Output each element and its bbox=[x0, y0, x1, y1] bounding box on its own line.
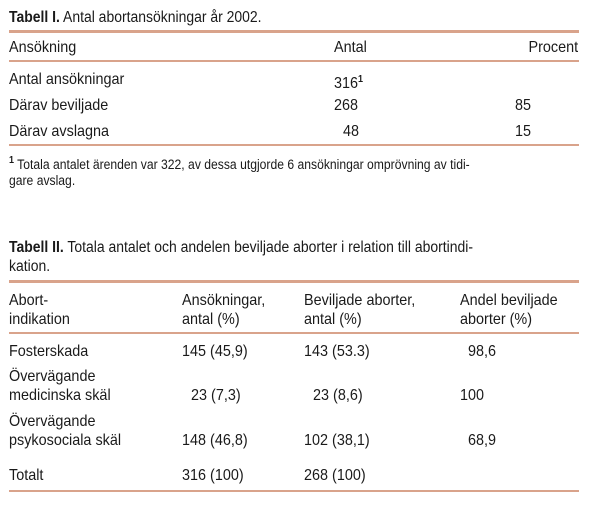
table2-row-ansokningar: 316 (100) bbox=[182, 467, 244, 484]
table2-row-beviljade: 268 (100) bbox=[304, 467, 366, 484]
table2-top-rule bbox=[9, 280, 579, 283]
table2-header-ansokningar-1: Ansökningar, bbox=[182, 292, 266, 309]
table2-row-label: Totalt bbox=[9, 467, 44, 484]
table1-header-procent: Procent bbox=[528, 39, 578, 56]
table1-row-label: Därav beviljade bbox=[9, 97, 109, 114]
table2-header-ansokningar-2: antal (%) bbox=[182, 311, 240, 328]
footnote-marker: 1 bbox=[358, 74, 364, 85]
table1-row-antal: 268 bbox=[334, 97, 359, 114]
table1-footnote bbox=[9, 152, 470, 174]
footnote-marker: 1 bbox=[9, 155, 15, 166]
table2-title-text: Totala antalet och andelen beviljade aborter i relation till abortindi- bbox=[63, 239, 473, 256]
table1-top-rule bbox=[9, 30, 579, 33]
table1-footnote-line2: gare avslag. bbox=[9, 173, 76, 188]
table1-header-rule bbox=[9, 60, 579, 62]
table2-header-indikation-1: Abort- bbox=[9, 292, 49, 309]
table1-bottom-rule bbox=[9, 144, 579, 146]
table2-row-andel: 98,6 bbox=[468, 343, 497, 360]
table2-title bbox=[9, 238, 473, 257]
table1-row-procent: 15 bbox=[515, 123, 532, 140]
table2-header-rule bbox=[9, 332, 579, 334]
table1-footnote-line1: Totala antalet ärenden var 322, av dessa utgjorde 6 ansökningar omprövning av tidi- bbox=[14, 157, 470, 172]
table2-row-label: Övervägande bbox=[9, 413, 96, 430]
table1-row-procent: 85 bbox=[515, 97, 532, 114]
table2-title-line2: kation. bbox=[9, 258, 51, 275]
table2-row-beviljade: 23 (8,6) bbox=[313, 387, 363, 404]
table1-header-ansokning: Ansökning bbox=[9, 39, 77, 56]
table2-row-label: Fosterskada bbox=[9, 343, 89, 360]
table1-row-label: Därav avslagna bbox=[9, 123, 110, 140]
table2-row-label: Övervägande bbox=[9, 368, 96, 385]
table2-row-andel: 68,9 bbox=[468, 432, 497, 449]
table1-title-bold: Tabell I. bbox=[9, 9, 60, 26]
table2-header-beviljade-2: antal (%) bbox=[304, 311, 362, 328]
table1-title bbox=[9, 8, 262, 27]
table1-row-antal-value: 316 bbox=[334, 75, 359, 92]
table2-title-bold: Tabell II. bbox=[9, 239, 64, 256]
table2-bottom-rule bbox=[9, 490, 579, 492]
table1-row-antal bbox=[334, 70, 363, 93]
table2-row-beviljade: 102 (38,1) bbox=[304, 432, 370, 449]
table2-row-ansokningar: 148 (46,8) bbox=[182, 432, 248, 449]
table2-row-ansokningar: 145 (45,9) bbox=[182, 343, 248, 360]
table1-title-text: Antal abortansökningar år 2002. bbox=[59, 9, 262, 26]
table1-row-antal: 48 bbox=[343, 123, 360, 140]
table2-header-andel-1: Andel beviljade bbox=[460, 292, 558, 309]
table2-row-andel: 100 bbox=[460, 387, 485, 404]
table1-row-label: Antal ansökningar bbox=[9, 71, 125, 88]
table1-header-antal: Antal bbox=[334, 39, 367, 56]
table2-header-indikation-2: indikation bbox=[9, 311, 70, 328]
table2-row-label-line2: psykosociala skäl bbox=[9, 432, 122, 449]
table2-header-beviljade-1: Beviljade aborter, bbox=[304, 292, 416, 309]
table2-row-beviljade: 143 (53.3) bbox=[304, 343, 370, 360]
table2-row-label-line2: medicinska skäl bbox=[9, 387, 111, 404]
table2-header-andel-2: aborter (%) bbox=[460, 311, 533, 328]
table2-row-ansokningar: 23 (7,3) bbox=[191, 387, 241, 404]
